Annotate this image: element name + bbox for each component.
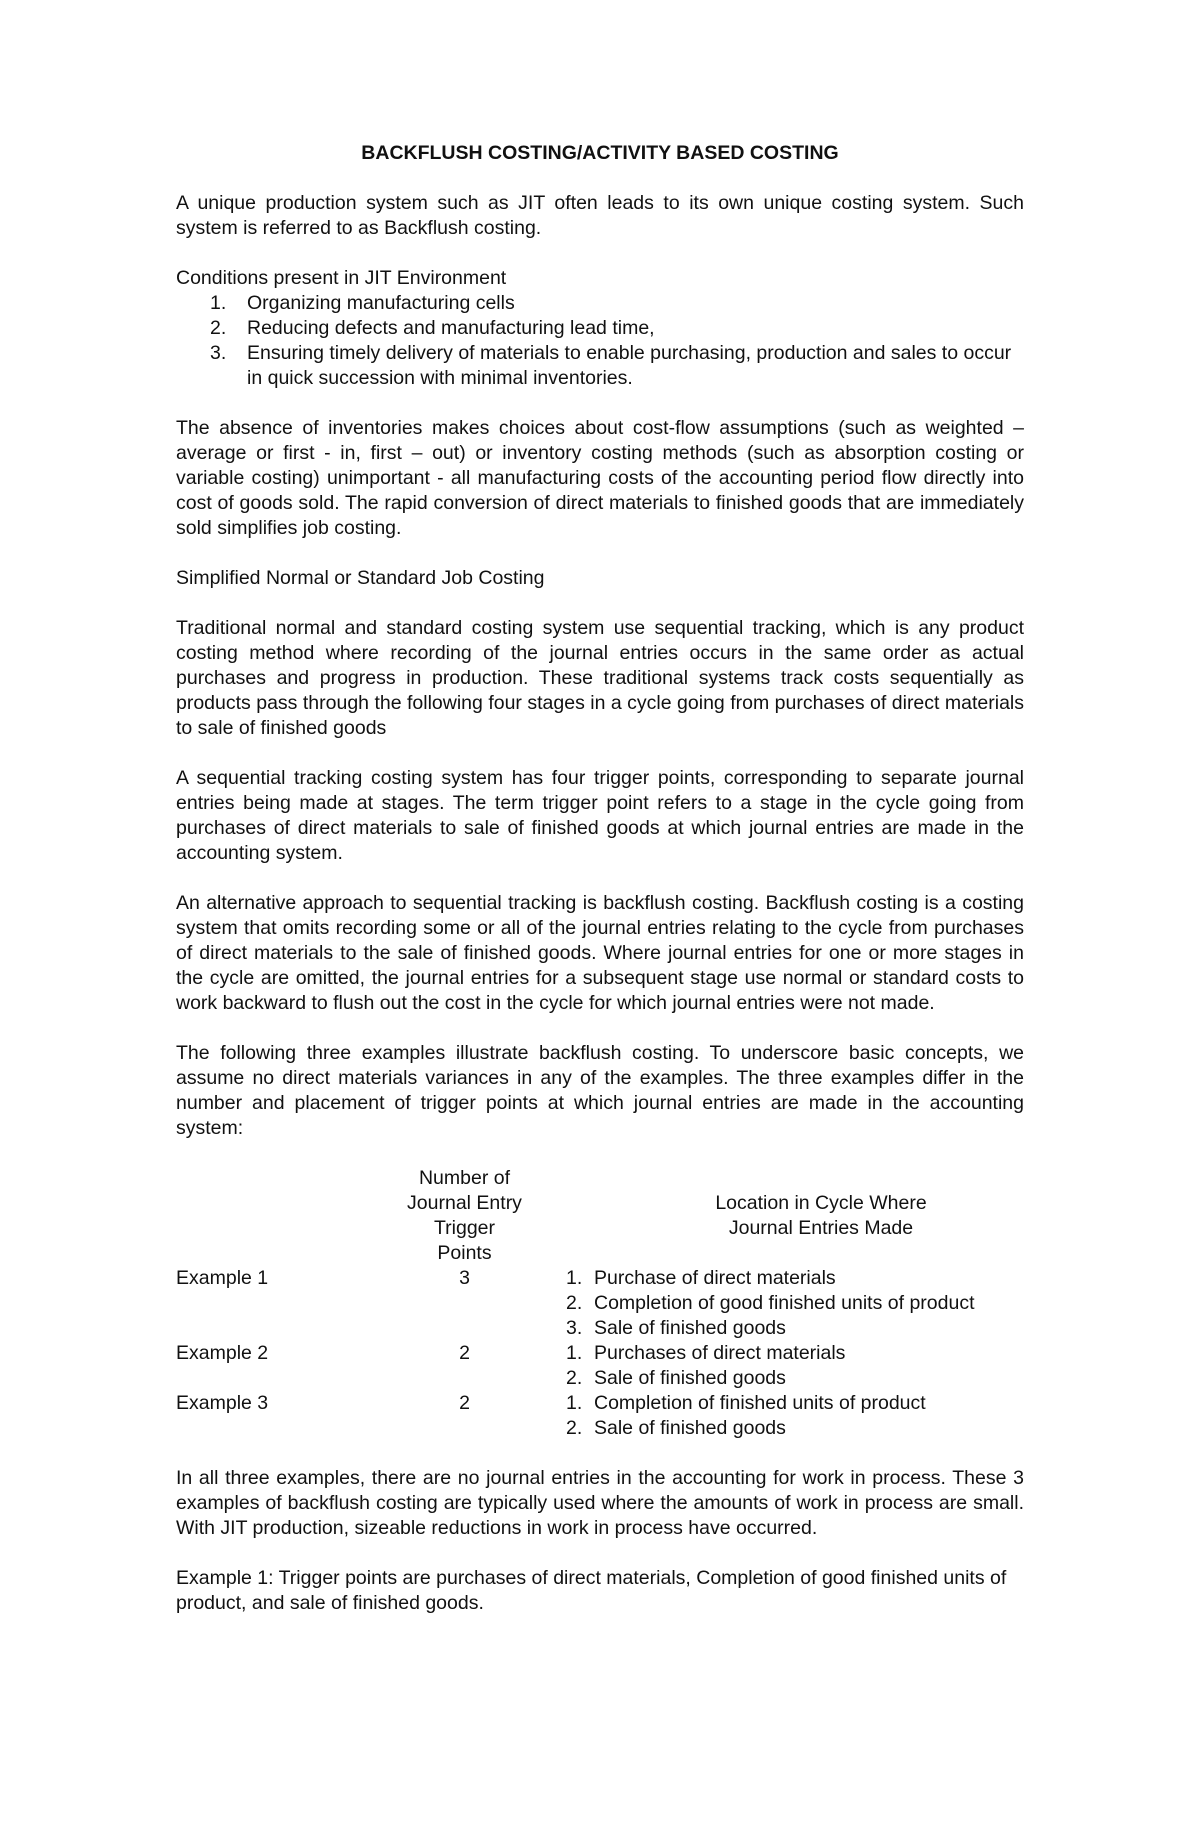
table-header-row [176, 1166, 1024, 1266]
list-item: 2. Sale of finished goods [566, 1417, 786, 1439]
conditions-heading: Conditions present in JIT Environment [176, 267, 507, 289]
list-item: 1. Completion of finished units of product [566, 1392, 926, 1414]
document-body [176, 141, 1024, 1641]
all-three-paragraph: In all three examples, there are no journal entries in the accounting for work in process. These 3 examples of backflush costing are typically used where the amounts of work in process are small. With JIT production, sizeable reductions in work in process have occurred. [176, 1467, 1024, 1539]
list-item: 2. Reducing defects and manufacturing lead time, [210, 317, 655, 339]
list-item: 3. Sale of finished goods [566, 1317, 786, 1339]
table-row: Example 3 2 1. Completion of finished units of product 2. Sale of finished goods [176, 1391, 1024, 1441]
location-header: Location in Cycle Where Journal Entries Made [715, 1192, 927, 1239]
list-item: 2. Sale of finished goods [566, 1367, 786, 1389]
traditional-paragraph: Traditional normal and standard costing system use sequential tracking, which is any product costing method where recording of the journal entries occurs in the same order as actual purchases and progress in production. These traditional systems track costs sequentially as products pass through the following four stages in a cycle going from purchases of direct materials to sale of finished goods [176, 617, 1024, 739]
table-row: Example 2 2 1. Purchases of direct materials 2. Sale of finished goods [176, 1341, 1024, 1391]
simplified-heading: Simplified Normal or Standard Job Costing [176, 567, 545, 589]
list-item: 1. Purchases of direct materials [566, 1342, 846, 1364]
list-item: 1. Purchase of direct materials [566, 1267, 836, 1289]
example1-paragraph: Example 1: Trigger points are purchases of direct materials, Completion of good finished units of product, and sale of finished goods. [176, 1567, 1007, 1614]
absence-paragraph: The absence of inventories makes choices about cost-flow assumptions (such as weighted – average or first - in, first – out) or inventory costing methods (such as absorption costing or variable costing) unimportant - all manufacturing costs of the accounting period flow directly into cost of goods sold. The rapid conversion of direct materials to finished goods that are immediately sold simplifies job costing. [176, 417, 1024, 539]
list-item: 2. Completion of good finished units of product [566, 1292, 975, 1314]
trigger-points-header: Number of Journal Entry Trigger Points [407, 1167, 522, 1264]
alternative-paragraph: An alternative approach to sequential tracking is backflush costing. Backflush costing is a costing system that omits recording some or all of the journal entries relating to the cycle from purchases of direct materials to the sale of finished goods. Where journal entries for one or more stages in the cycle are omitted, the journal entries for a subsequent stage use normal or standard costs to work backward to flush out the cost in the cycle for which journal entries were not made. [176, 892, 1024, 1014]
list-item: 3. Ensuring timely delivery of materials to enable purchasing, production and sales to occur in quick succession with minimal inventories. [210, 342, 1012, 389]
document-title: BACKFLUSH COSTING/ACTIVITY BASED COSTING [361, 142, 839, 164]
list-item: 1. Organizing manufacturing cells [210, 292, 515, 314]
conditions-list [176, 291, 1024, 391]
intro-paragraph: A unique production system such as JIT often leads to its own unique costing system. Such system is referred to as Backflush costing. [176, 192, 1024, 239]
sequential-paragraph: A sequential tracking costing system has four trigger points, corresponding to separate journal entries being made at stages. The term trigger point refers to a stage in the cycle going from purchases of direct materials to sale of finished goods at which journal entries are made in the accounting system. [176, 767, 1024, 864]
examples-paragraph: The following three examples illustrate backflush costing. To underscore basic concepts, we assume no direct materials variances in any of the examples. The three examples differ in the number and placement of trigger points at which journal entries are made in the accounting system: [176, 1042, 1024, 1139]
table-row: Example 1 3 1. Purchase of direct materials 2. Completion of good finished units of product 3. Sale of finished goods [176, 1266, 1024, 1341]
examples-table [176, 1166, 1024, 1441]
